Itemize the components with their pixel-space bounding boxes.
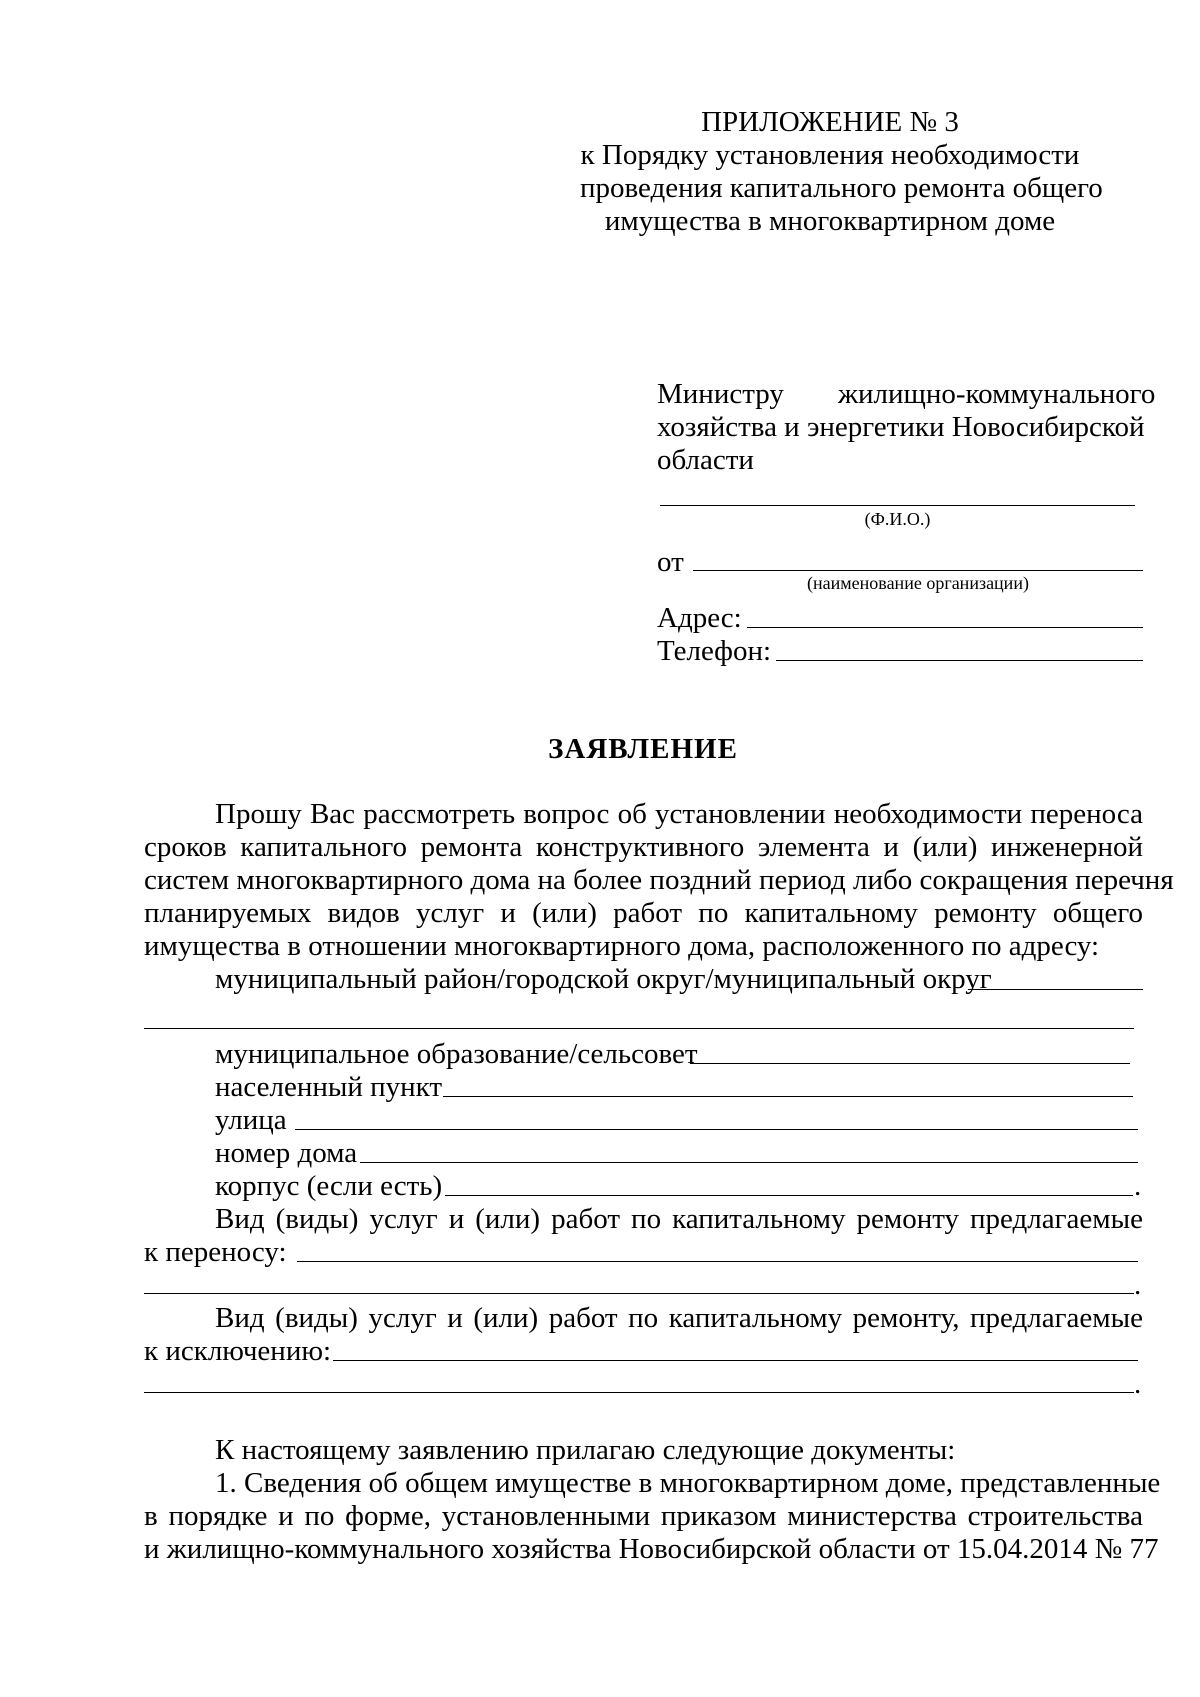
address-line[interactable]	[747, 627, 1143, 628]
exclusion-label: к исключению:	[144, 1335, 332, 1367]
phone-label: Телефон:	[657, 635, 772, 667]
street-label: улица	[215, 1104, 287, 1136]
district-line-2[interactable]	[144, 1028, 1134, 1029]
request-line-2: сроков капитального ремонта конструктивного элемента и (или) инженерной	[144, 831, 1143, 863]
settlement-line[interactable]	[443, 1096, 1133, 1097]
transfer-line-2[interactable]	[144, 1293, 1134, 1294]
appendix-number: ПРИЛОЖЕНИЕ № 3	[701, 106, 959, 138]
address-label: Адрес:	[657, 602, 742, 634]
house-line[interactable]	[360, 1162, 1138, 1163]
building-period: .	[1134, 1170, 1142, 1202]
request-line-5: имущества в отношении многоквартирного дома, расположенного по адресу:	[144, 930, 1100, 962]
organization-caption: (наименование организации)	[807, 573, 1029, 593]
district-label: муниципальный район/городской округ/муниципальный округ	[215, 963, 992, 995]
request-line-4: планируемых видов услуг и (или) работ по капитальному ремонту общего	[144, 897, 1143, 929]
exclusion-period: .	[1134, 1368, 1142, 1400]
municipality-line[interactable]	[690, 1063, 1130, 1064]
building-label: корпус (если есть)	[215, 1170, 443, 1202]
appendix-line-4: имущества в многоквартирном доме	[604, 205, 1056, 237]
addressee-ministry-part2: хозяйства и энергетики Новосибирской	[657, 411, 1145, 443]
transfer-label: к переносу:	[144, 1236, 287, 1268]
fio-line[interactable]	[660, 505, 1135, 506]
exclusion-line-1[interactable]	[333, 1360, 1138, 1361]
house-label: номер дома	[215, 1137, 358, 1169]
addressee-minister: Министру	[657, 378, 784, 410]
document-title: ЗАЯВЛЕНИЕ	[548, 733, 738, 765]
request-line-3: систем многоквартирного дома на более поздний период либо сокращения перечня	[144, 864, 1174, 896]
district-line-1[interactable]	[968, 989, 1143, 990]
addressee-ministry-part3: области	[657, 444, 754, 476]
exclusion-text: Вид (виды) услуг и (или) работ по капитальному ремонту, предлагаемые	[215, 1302, 1143, 1334]
building-line[interactable]	[445, 1195, 1133, 1196]
attachment-1-line-1: 1. Сведения об общем имуществе в многоквартирном доме, представленные	[215, 1467, 1161, 1499]
phone-line[interactable]	[776, 660, 1143, 661]
attachment-1-line-3: и жилищно-коммунального хозяйства Новосибирской области от 15.04.2014 № 77	[144, 1533, 1159, 1565]
attachments-intro: К настоящему заявлению прилагаю следующие документы:	[215, 1434, 956, 1466]
request-line-1: Прошу Вас рассмотреть вопрос об установлении необходимости переноса	[215, 798, 1143, 830]
attachment-1-line-2: в порядке и по форме, установленными приказом министерства строительства	[144, 1500, 1143, 1532]
settlement-label: населенный пункт	[215, 1071, 443, 1103]
from-label: от	[657, 546, 684, 578]
transfer-text: Вид (виды) услуг и (или) работ по капитальному ремонту предлагаемые	[215, 1203, 1143, 1235]
addressee-ministry-part1: жилищно-коммунального	[838, 378, 1156, 410]
exclusion-line-2[interactable]	[144, 1392, 1134, 1393]
fio-caption: (Ф.И.О.)	[864, 509, 931, 529]
transfer-line-1[interactable]	[297, 1261, 1138, 1262]
organization-line[interactable]	[693, 570, 1143, 571]
appendix-line-2: к Порядку установления необходимости	[580, 139, 1080, 171]
transfer-period: .	[1134, 1269, 1142, 1301]
street-line[interactable]	[295, 1129, 1138, 1130]
appendix-line-3: проведения капитального ремонта общего	[580, 172, 1103, 204]
municipality-label: муниципальное образование/сельсовет	[215, 1038, 698, 1070]
